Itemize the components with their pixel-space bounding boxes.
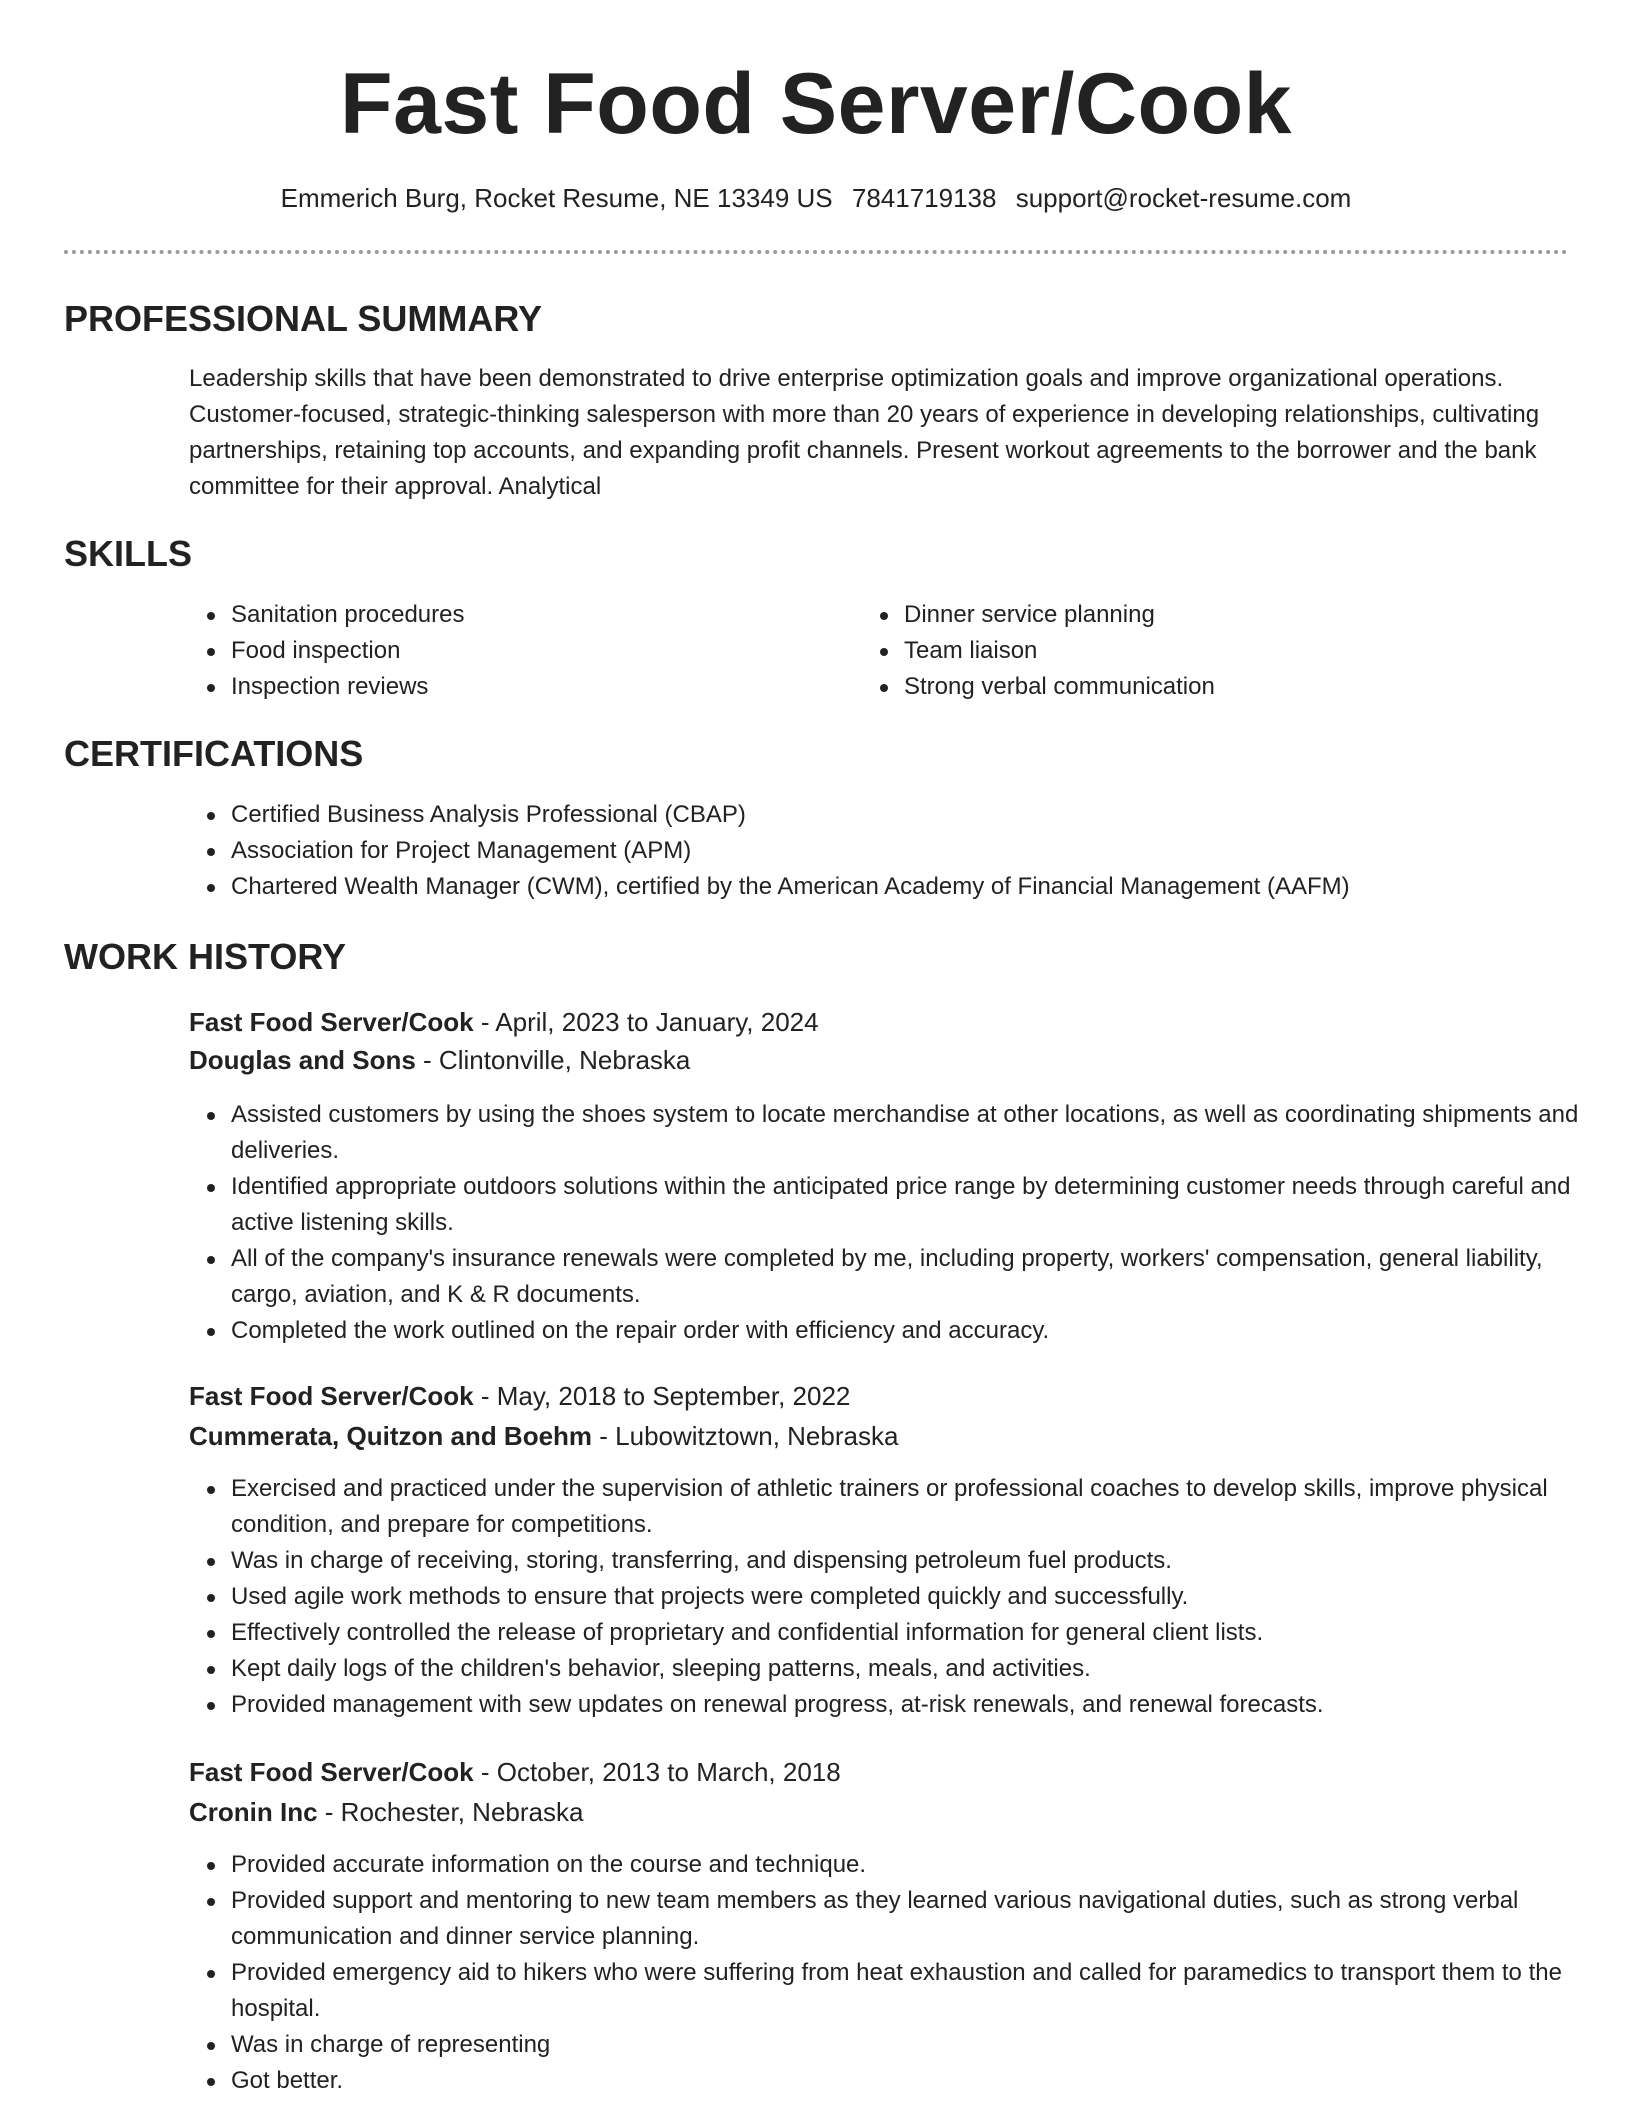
job-role: Fast Food Server/Cook bbox=[189, 1757, 474, 1787]
list-item: Identified appropriate outdoors solutions within the anticipated price range by determining customer needs through careful and active listening skills. bbox=[231, 1169, 1611, 1241]
job-company-line bbox=[189, 1417, 898, 1455]
job-title-line bbox=[189, 1003, 819, 1041]
job-bullets bbox=[187, 1097, 1611, 1349]
list-item: Effectively controlled the release of proprietary and confidential information for general client lists. bbox=[231, 1615, 1611, 1651]
job-company: Cummerata, Quitzon and Boehm bbox=[189, 1421, 593, 1451]
list-item: Chartered Wealth Manager (CWM), certified by the American Academy of Financial Management (AAFM) bbox=[231, 869, 1611, 905]
list-item: Provided support and mentoring to new team members as they learned various navigational duties, such as strong verbal communication and dinner service planning. bbox=[231, 1883, 1611, 1955]
job-company-line bbox=[189, 1041, 690, 1079]
job-location: - Clintonville, Nebraska bbox=[415, 1045, 691, 1075]
list-item: All of the company's insurance renewals were completed by me, including property, workers' compensation, general liability, cargo, aviation, and K & R documents. bbox=[231, 1241, 1611, 1313]
list-item: Kept daily logs of the children's behavior, sleeping patterns, meals, and activities. bbox=[231, 1651, 1611, 1687]
skills-list-right bbox=[860, 597, 1564, 705]
job-dates: - October, 2013 to March, 2018 bbox=[473, 1757, 841, 1787]
list-item: Was in charge of receiving, storing, transferring, and dispensing petroleum fuel products. bbox=[231, 1543, 1611, 1579]
list-item: Provided management with sew updates on renewal progress, at-risk renewals, and renewal forecasts. bbox=[231, 1687, 1611, 1723]
job-title-line bbox=[189, 1753, 841, 1791]
contact-phone: 7841719138 bbox=[851, 183, 997, 213]
list-item: Provided emergency aid to hikers who were suffering from heat exhaustion and called for paramedics to transport them to the hospital. bbox=[231, 1955, 1611, 2027]
section-title-skills: SKILLS bbox=[64, 533, 193, 574]
list-item: Inspection reviews bbox=[231, 669, 831, 705]
contact-line bbox=[0, 178, 1632, 218]
job-title-line bbox=[189, 1377, 850, 1415]
job-location: - Lubowitztown, Nebraska bbox=[592, 1421, 899, 1451]
list-item: Association for Project Management (APM) bbox=[231, 833, 1611, 869]
list-item: Certified Business Analysis Professional (CBAP) bbox=[231, 797, 1611, 833]
job-bullets bbox=[187, 1471, 1611, 1723]
job-company: Douglas and Sons bbox=[189, 1045, 416, 1075]
list-item: Assisted customers by using the shoes system to locate merchandise at other locations, as well as coordinating shipments and deliveries. bbox=[231, 1097, 1611, 1169]
list-item: Dinner service planning bbox=[904, 597, 1564, 633]
list-item: Strong verbal communication bbox=[904, 669, 1564, 705]
list-item: Provided accurate information on the course and technique. bbox=[231, 1847, 1611, 1883]
section-title-work-history: WORK HISTORY bbox=[64, 936, 347, 977]
list-item: Got better. bbox=[231, 2063, 1611, 2099]
job-company: Cronin Inc bbox=[189, 1797, 318, 1827]
job-bullets bbox=[187, 1847, 1611, 2099]
job-role: Fast Food Server/Cook bbox=[189, 1007, 474, 1037]
skills-list-left bbox=[187, 597, 831, 705]
header-divider bbox=[64, 250, 1568, 254]
contact-email: support@rocket-resume.com bbox=[1015, 183, 1352, 213]
list-item: Food inspection bbox=[231, 633, 831, 669]
contact-address: Emmerich Burg, Rocket Resume, NE 13349 US bbox=[280, 183, 833, 213]
section-title-certifications: CERTIFICATIONS bbox=[64, 733, 364, 774]
job-role: Fast Food Server/Cook bbox=[189, 1381, 474, 1411]
job-dates: - May, 2018 to September, 2022 bbox=[473, 1381, 851, 1411]
job-dates: - April, 2023 to January, 2024 bbox=[473, 1007, 819, 1037]
job-location: - Rochester, Nebraska bbox=[317, 1797, 584, 1827]
resume-name: Fast Food Server/Cook bbox=[340, 56, 1292, 152]
list-item: Team liaison bbox=[904, 633, 1564, 669]
certifications-list bbox=[187, 797, 1611, 905]
job-company-line bbox=[189, 1793, 583, 1831]
summary-text: Leadership skills that have been demonstrated to drive enterprise optimization goals and improve organizational operations. Customer-focused, strategic-thinking salesperson with more than 20 years of experience in developing relationships, cultivating partnerships, retaining top accounts, and expanding profit channels. Present workout agreements to the borrower and the bank committee for their approval. Analytical bbox=[189, 365, 1540, 500]
list-item: Completed the work outlined on the repair order with efficiency and accuracy. bbox=[231, 1313, 1611, 1349]
list-item: Sanitation procedures bbox=[231, 597, 831, 633]
list-item: Used agile work methods to ensure that projects were completed quickly and successfully. bbox=[231, 1579, 1611, 1615]
list-item: Was in charge of representing bbox=[231, 2027, 1611, 2063]
section-title-summary: PROFESSIONAL SUMMARY bbox=[64, 298, 543, 339]
list-item: Exercised and practiced under the supervision of athletic trainers or professional coaches to develop skills, improve physical condition, and prepare for competitions. bbox=[231, 1471, 1611, 1543]
